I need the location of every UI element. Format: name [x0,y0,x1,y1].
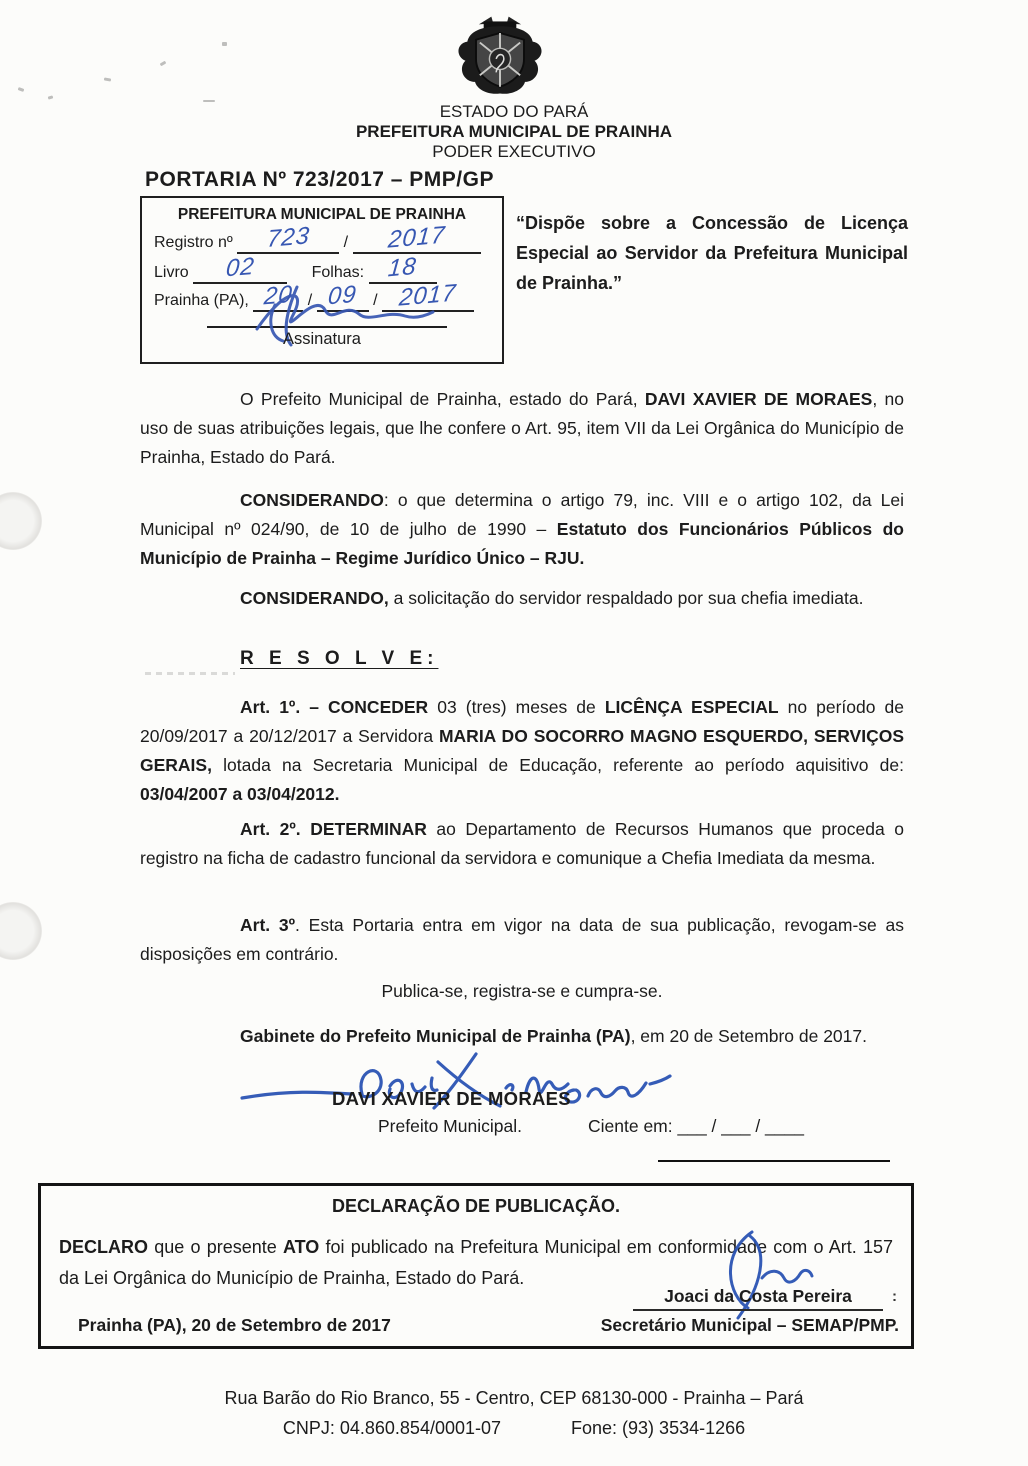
document-header [0,102,1028,162]
paragraph-art2 [140,815,904,873]
declaration-body [59,1232,893,1294]
footer-phone: Fone: (93) 3534-1266 [571,1418,746,1438]
declaration-box [38,1183,914,1349]
text-run: DAVI XAVIER DE MORAES [644,389,873,409]
text-run: , em 20 de Setembro de 2017. [630,1026,867,1046]
livro-handwriting: 02 [224,252,256,283]
livro-field [193,252,287,284]
text-run: foi publicado na Prefeitura Municipal em conformidade com o Art. 157 da Lei Orgânica do Município de Prainha, Estado do Pará. [59,1237,893,1288]
stamp-city-label: Prainha (PA), [154,292,249,309]
hole-punch-mark [0,902,42,960]
folhas-handwriting: 18 [387,252,419,283]
footer-cnpj: CNPJ: 04.860.854/0001-07 [282,1418,502,1438]
scan-speck [18,87,25,92]
date-separator: / [373,292,378,309]
text-run: : o que determina o artigo 79, inc. VIII e o artigo 102, da Lei Municipal nº 024/90, de 10 de julho de 1990 – [140,490,904,539]
stamp-signature-line [207,326,447,328]
stamp-date-row [154,279,474,312]
date-day-handwriting: 20 [262,280,294,311]
document-title: PORTARIA Nº 723/2017 – PMP/GP [145,168,494,191]
text-run: MARIA DO SOCORRO MAGNO ESQUERDO, SERVIÇOS GERAIS, [140,726,904,775]
text-run: . Esta Portaria entra em vigor na data de sua publicação, revogam-se as disposições em contrário. [140,915,905,964]
hole-punch-mark [0,492,42,550]
header-state: ESTADO DO PARÁ [439,102,589,121]
paragraph-considerando-1 [140,486,904,573]
mayor-role: Prefeito Municipal. [378,1116,522,1136]
scan-speck [104,77,111,81]
text-run: Art. 2º. DETERMINAR [240,819,427,839]
text-run: ATO [282,1237,320,1257]
registro-number-field [237,221,339,254]
header-branch: PODER EXECUTIVO [432,142,596,161]
text-run: ao Departamento de Recursos Humanos que proceda o registro na ficha de cadastro funcional da servidora e comunique a Chefia Imediata da mesma. [140,819,904,868]
secretary-name: Joaci da Costa Pereira [633,1286,883,1311]
text-run: 03/04/2007 a 03/04/2012. [140,784,340,804]
text-run: que o presente [148,1237,283,1257]
blank-signature-line [658,1160,890,1162]
date-month-handwriting: 09 [327,280,359,311]
scan-speck [160,61,167,67]
text-run: lotada na Secretaria Municipal de Educação, referente ao período aquisitivo de: [211,755,904,775]
mayor-name: DAVI XAVIER DE MORAES [332,1088,571,1109]
registro-year-field [353,221,481,254]
paragraph-gabinete [140,1022,904,1051]
stamp-title: PREFEITURA MUNICIPAL DE PRAINHA [177,206,467,223]
livro-label: Livro [154,264,189,281]
paragraph-preamble [140,385,904,472]
scan-speck [222,42,227,46]
assinatura-label: Assinatura [283,330,361,348]
date-year-field [382,279,474,312]
date-year-handwriting: 2017 [398,279,458,312]
text-run: , no uso de suas atribuições legais, que lhe confere o Art. 95, item VII da Lei Orgânica do Município de Prainha, Estado do Pará. [140,389,904,467]
ciente-line: Ciente em: ___ / ___ / ____ [588,1116,804,1136]
stamp-registro-row [154,221,481,254]
publish-line: Publica-se, registra-se e cumpra-se. [381,981,663,1001]
text-run: no período de 20/09/2017 a 20/12/2017 a Servidora [140,697,905,746]
text-run: O Prefeito Municipal de Prainha, estado do Pará, [240,389,645,409]
paragraph-considerando-2 [140,584,904,613]
text-run: Art. 3º [240,915,296,935]
municipal-coat-of-arms-icon [452,12,548,100]
stamp-livro-row [154,252,437,284]
scan-speck [48,95,54,99]
resolve-heading: R E S O L V E: [240,648,439,669]
registro-separator: / [343,234,349,251]
declaration-date: Prainha (PA), 20 de Setembro de 2017 [78,1315,391,1335]
registro-label: Registro nº [154,234,233,251]
scan-smudge [145,672,235,675]
scan-speck: : [892,1288,897,1305]
date-day-field [253,280,303,312]
text-run: DECLARO [59,1237,148,1257]
date-month-field [317,280,369,312]
date-separator: / [307,292,313,309]
secretary-role: Secretário Municipal – SEMAP/PMP. [600,1315,899,1335]
footer-contact [0,1418,1028,1439]
header-municipality: PREFEITURA MUNICIPAL DE PRAINHA [355,122,673,141]
text-run: LICÊNÇA ESPECIAL [604,697,779,717]
text-run: CONSIDERANDO, [240,588,389,608]
registro-number-handwriting: 723 [265,221,311,254]
text-run: CONSIDERANDO [240,490,384,510]
text-run: Estatuto dos Funcionários Públicos do Município de Prainha – Regime Jurídico Único – RJU. [140,519,904,568]
declaration-title: DECLARAÇÃO DE PUBLICAÇÃO. [332,1196,620,1216]
paragraph-art1 [140,693,904,809]
text-run: Gabinete do Prefeito Municipal de Prainha (PA) [240,1026,631,1046]
text-run: a solicitação do servidor respaldado por sua chefia imediata. [388,588,864,608]
text-run: Art. 1º. – CONCEDER [240,697,438,717]
registro-year-handwriting: 2017 [386,221,447,254]
registry-stamp-box [140,196,504,364]
folhas-label: Folhas: [311,264,365,281]
summary-quote: “Dispõe sobre a Concessão de Licença Especial ao Servidor da Prefeitura Municipal de Prainha.” [516,213,908,293]
text-run: 03 (tres) meses de [437,697,605,717]
paragraph-art3 [140,911,904,969]
footer-address: Rua Barão do Rio Branco, 55 - Centro, CEP 68130-000 - Prainha – Pará [224,1388,804,1408]
